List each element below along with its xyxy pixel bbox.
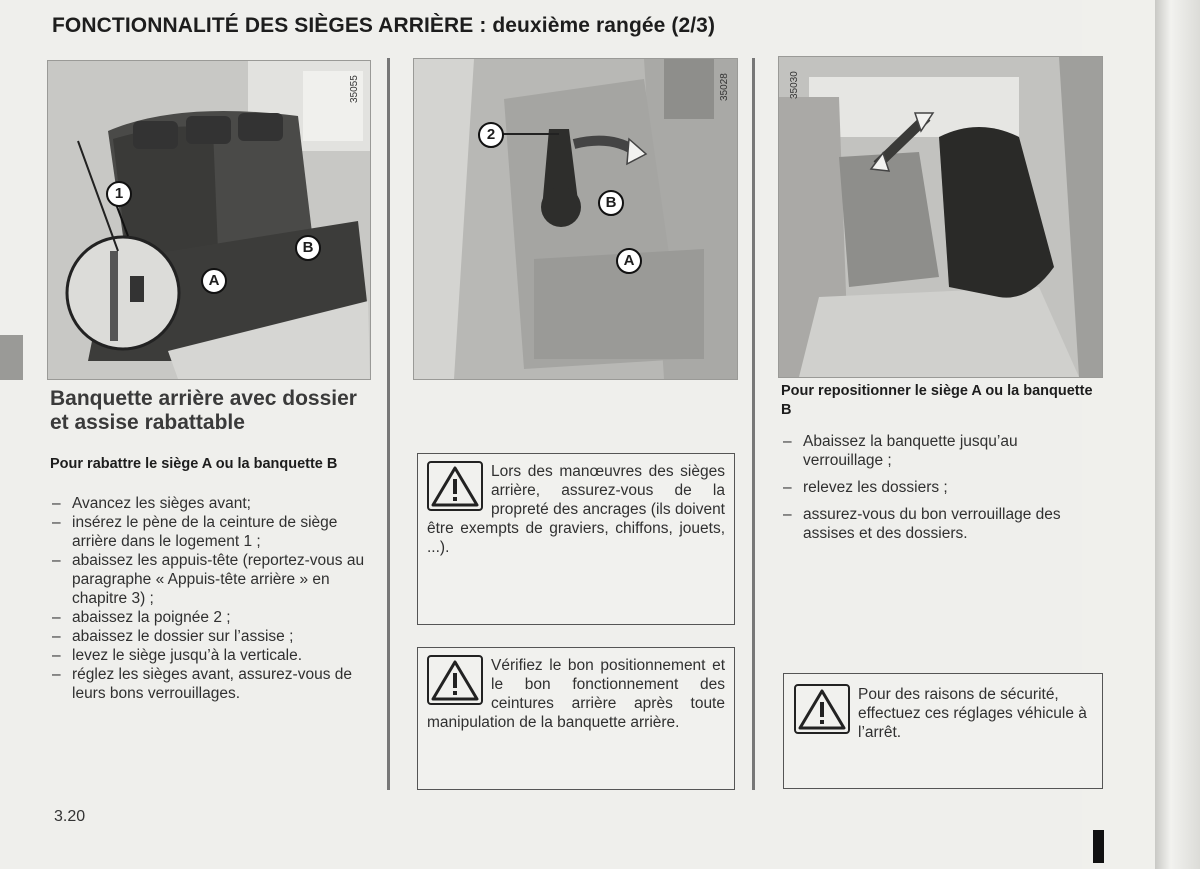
page-edge-marker bbox=[1093, 830, 1104, 863]
list-item: – assurez-vous du bon verrouillage des assises et des dossiers. bbox=[781, 505, 1099, 543]
reposition-instructions-subheading: Pour repositionner le siège A ou la banquette B bbox=[781, 383, 1093, 418]
chapter-tab bbox=[0, 335, 23, 380]
column-divider bbox=[752, 58, 755, 790]
fold-instructions-subheading: Pour rabattre le siège A ou la banquette B bbox=[50, 456, 338, 472]
list-item: – insérez le pène de la ceinture de siège arrière dans le logement 1 ; bbox=[50, 513, 372, 551]
photo-label-A: A bbox=[201, 268, 227, 294]
photo-rear-bench-folding bbox=[47, 60, 371, 380]
photo-reference-number: 35055 bbox=[349, 75, 360, 103]
list-item: – abaissez le dossier sur l’assise ; bbox=[50, 627, 372, 646]
section-heading: Banquette arrière avec dossier et assise rabattable bbox=[50, 387, 357, 434]
warning-box-seatbelts bbox=[417, 647, 735, 790]
warning-triangle-icon bbox=[427, 461, 483, 511]
fold-steps-list bbox=[50, 494, 372, 703]
photo-label-B: B bbox=[598, 190, 624, 216]
warning-box-anchorage bbox=[417, 453, 735, 625]
photo-seat-lever bbox=[413, 58, 738, 380]
photo-seat-folded-upright bbox=[778, 56, 1103, 378]
warning-triangle-icon bbox=[794, 684, 850, 734]
warning-box-vehicle-stopped bbox=[783, 673, 1103, 789]
page-binding-edge bbox=[1155, 0, 1200, 869]
column-divider bbox=[387, 58, 390, 790]
photo-label-B: B bbox=[295, 235, 321, 261]
list-item: – relevez les dossiers ; bbox=[781, 478, 1099, 497]
reposition-steps-list bbox=[781, 432, 1099, 551]
page-number: 3.20 bbox=[54, 808, 86, 825]
photo-reference-number: 35030 bbox=[789, 71, 800, 99]
list-item: – abaissez la poignée 2 ; bbox=[50, 608, 372, 627]
list-item: – levez le siège jusqu’à la verticale. bbox=[50, 646, 372, 665]
warning-text: Vérifiez le bon positionnement et le bon fonctionnement des ceintures arrière après toute manipulation de la banquette arrière. bbox=[427, 657, 725, 731]
warning-text: Lors des manœuvres des sièges arrière, assurez-vous de la propreté des ancrages (ils doivent être exempts de graviers, chiffons, jouets, ...). bbox=[427, 463, 725, 556]
list-item: – abaissez les appuis-tête (reportez-vous au paragraphe « Appuis-tête arrière » en chapitre 3) ; bbox=[50, 551, 372, 608]
photo-label-A: A bbox=[616, 248, 642, 274]
list-item: – réglez les sièges avant, assurez-vous de leurs bons verrouillages. bbox=[50, 665, 372, 703]
warning-text: Pour des raisons de sécurité, effectuez ces réglages véhicule à l’arrêt. bbox=[858, 686, 1087, 741]
list-item: – Abaissez la banquette jusqu’au verrouillage ; bbox=[781, 432, 1099, 470]
list-item: – Avancez les sièges avant; bbox=[50, 494, 372, 513]
photo-label-1: 1 bbox=[106, 181, 132, 207]
photo-reference-number: 35028 bbox=[719, 73, 730, 101]
warning-triangle-icon bbox=[427, 655, 483, 705]
photo-label-2: 2 bbox=[478, 122, 504, 148]
page-title: FONCTIONNALITÉ DES SIÈGES ARRIÈRE : deuxième rangée (2/3) bbox=[52, 14, 716, 37]
